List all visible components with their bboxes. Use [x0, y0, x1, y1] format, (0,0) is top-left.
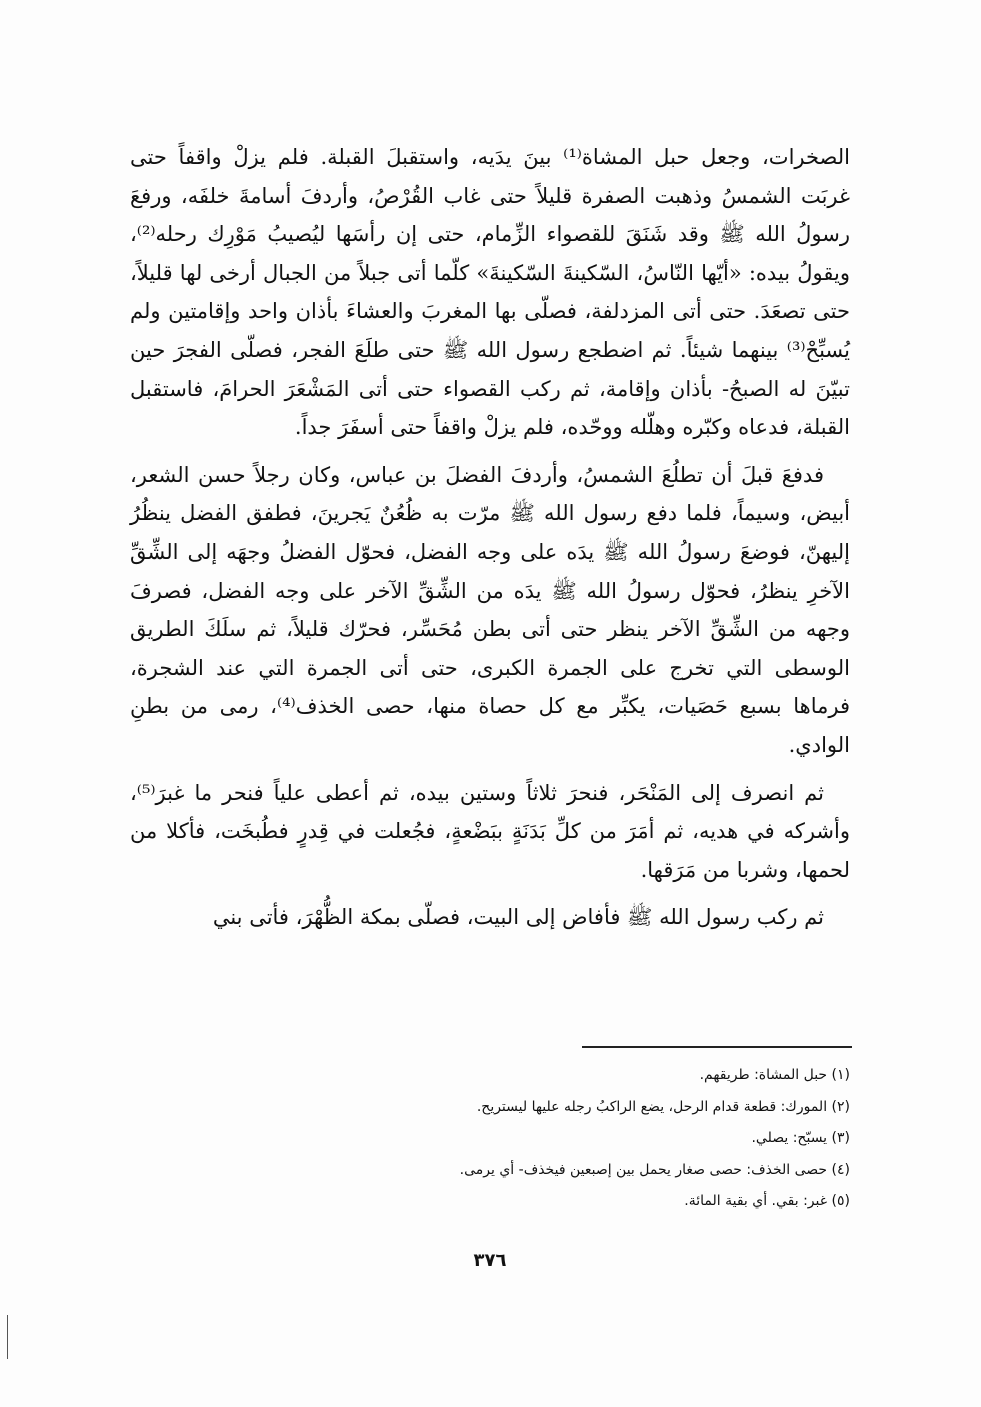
- paragraph-2: فدفعَ قبلَ أن تطلُعَ الشمسُ، وأردفَ الفضلَ بن عباس، وكان رجلاً حسن الشعر، أبيض، وسيماً، فلما دفع رسول الله ﷺ مرّت به ظُعُنٌ يَجرينَ، فطفق الفضل ينظُرُ إليهنّ، فوضعَ رسولُ الله ﷺ يدَه على وجه الفضل، فحوّل الفضلُ وجهَه إلى الشِّقِّ الآخرِ ينظرُ، فحوّل رسولُ الله ﷺ يدَه من الشِّقِّ الآخر على وجه الفضل، فصرفَ وجهه من الشِّقِّ الآخر ينظر حتى أتى بطن مُحَسِّر، فحرّك قليلاً، ثم سلَكَ الطريق الوسطى التي تخرج على الجمرة الكبرى، حتى أتى الجمرة التي عند الشجرة، فرماها بسبع حَصَيات، يكبِّر مع كل حصاة منها، حصى الخذف⁽⁴⁾، رمى من بطنِ الوادي.: [130, 462, 850, 757]
- footnote-4: (٤) حصى الخذف: حصى صغار يحمل بين إصبعين فيخذف- أي يرمى.: [459, 1161, 850, 1178]
- footnote-separator: [582, 1046, 852, 1048]
- paragraph-1: الصخرات، وجعل حبل المشاة⁽¹⁾ بينَ يدَيه، واستقبلَ القبلة. فلم يزلْ واقفاً حتى غربَت الشمسُ وذهبت الصفرة قليلاً حتى غاب القُرْصُ، وأردفَ أسامةَ خلفَه، ورفعَ رسولُ الله ﷺ وقد شَنَقَ للقصواء الزِّمام، حتى إن رأسَها ليُصيبُ مَوْرِك رحله⁽²⁾، ويقولُ بيده: «أيّها النّاسُ، السّكينةَ السّكينةَ» كلّما أتى جبلاً من الجبال أرخى لها قليلاً، حتى تصعَدَ. حتى أتى المزدلفة، فصلّى بها المغربَ والعشاءَ بأذان واحد وإقامتين ولم يُسبِّحْ⁽³⁾ بينهما شيئاً. ثم اضطجع رسول الله ﷺ حتى طلَعَ الفجر، فصلّى الفجرَ حين تبيّنَ له الصبحُ- بأذان وإقامة، ثم ركب القصواء حتى أتى المَشْعَرَ الحرامَ، فاستقبل القبلة، فدعاه وكبّره وهلّله ووحّده، فلم يزلْ واقفاً حتى أسفَرَ جداً.: [130, 145, 850, 440]
- paragraph-4: ثم ركب رسول الله ﷺ فأفاض إلى البيت، فصلّى بمكة الظُّهْرَ، فأتى بني: [212, 905, 824, 930]
- footnote-3: (٣) يسبّح: يصلي.: [751, 1130, 850, 1146]
- footnote-2: (٢) المورك: قطعة قدام الرحل، يضع الراكبُ رجله عليها ليستريح.: [476, 1098, 850, 1115]
- main-text: [130, 138, 850, 937]
- footnotes: [300, 1060, 850, 1218]
- paragraph-3: ثم انصرف إلى المَنْحَر، فنحرَ ثلاثاً وستين بيده، ثم أعطى علياً فنحر ما غبرَ⁽⁵⁾، وأشركه في هديه، ثم أمَرَ من كلِّ بَدَنَةٍ ببَضْعةٍ، فجُعلت في قِدرٍ فطُبخَت، فأكلا من لحمها، وشربا من مَرَقها.: [130, 780, 850, 882]
- page-number: ٣٧٦: [473, 1250, 507, 1271]
- footnote-1: (١) حبل المشاة: طريقهم.: [699, 1067, 850, 1083]
- scan-edge-line: [7, 1315, 8, 1359]
- footnote-5: (٥) غبر: بقي. أي بقية المائة.: [684, 1193, 850, 1209]
